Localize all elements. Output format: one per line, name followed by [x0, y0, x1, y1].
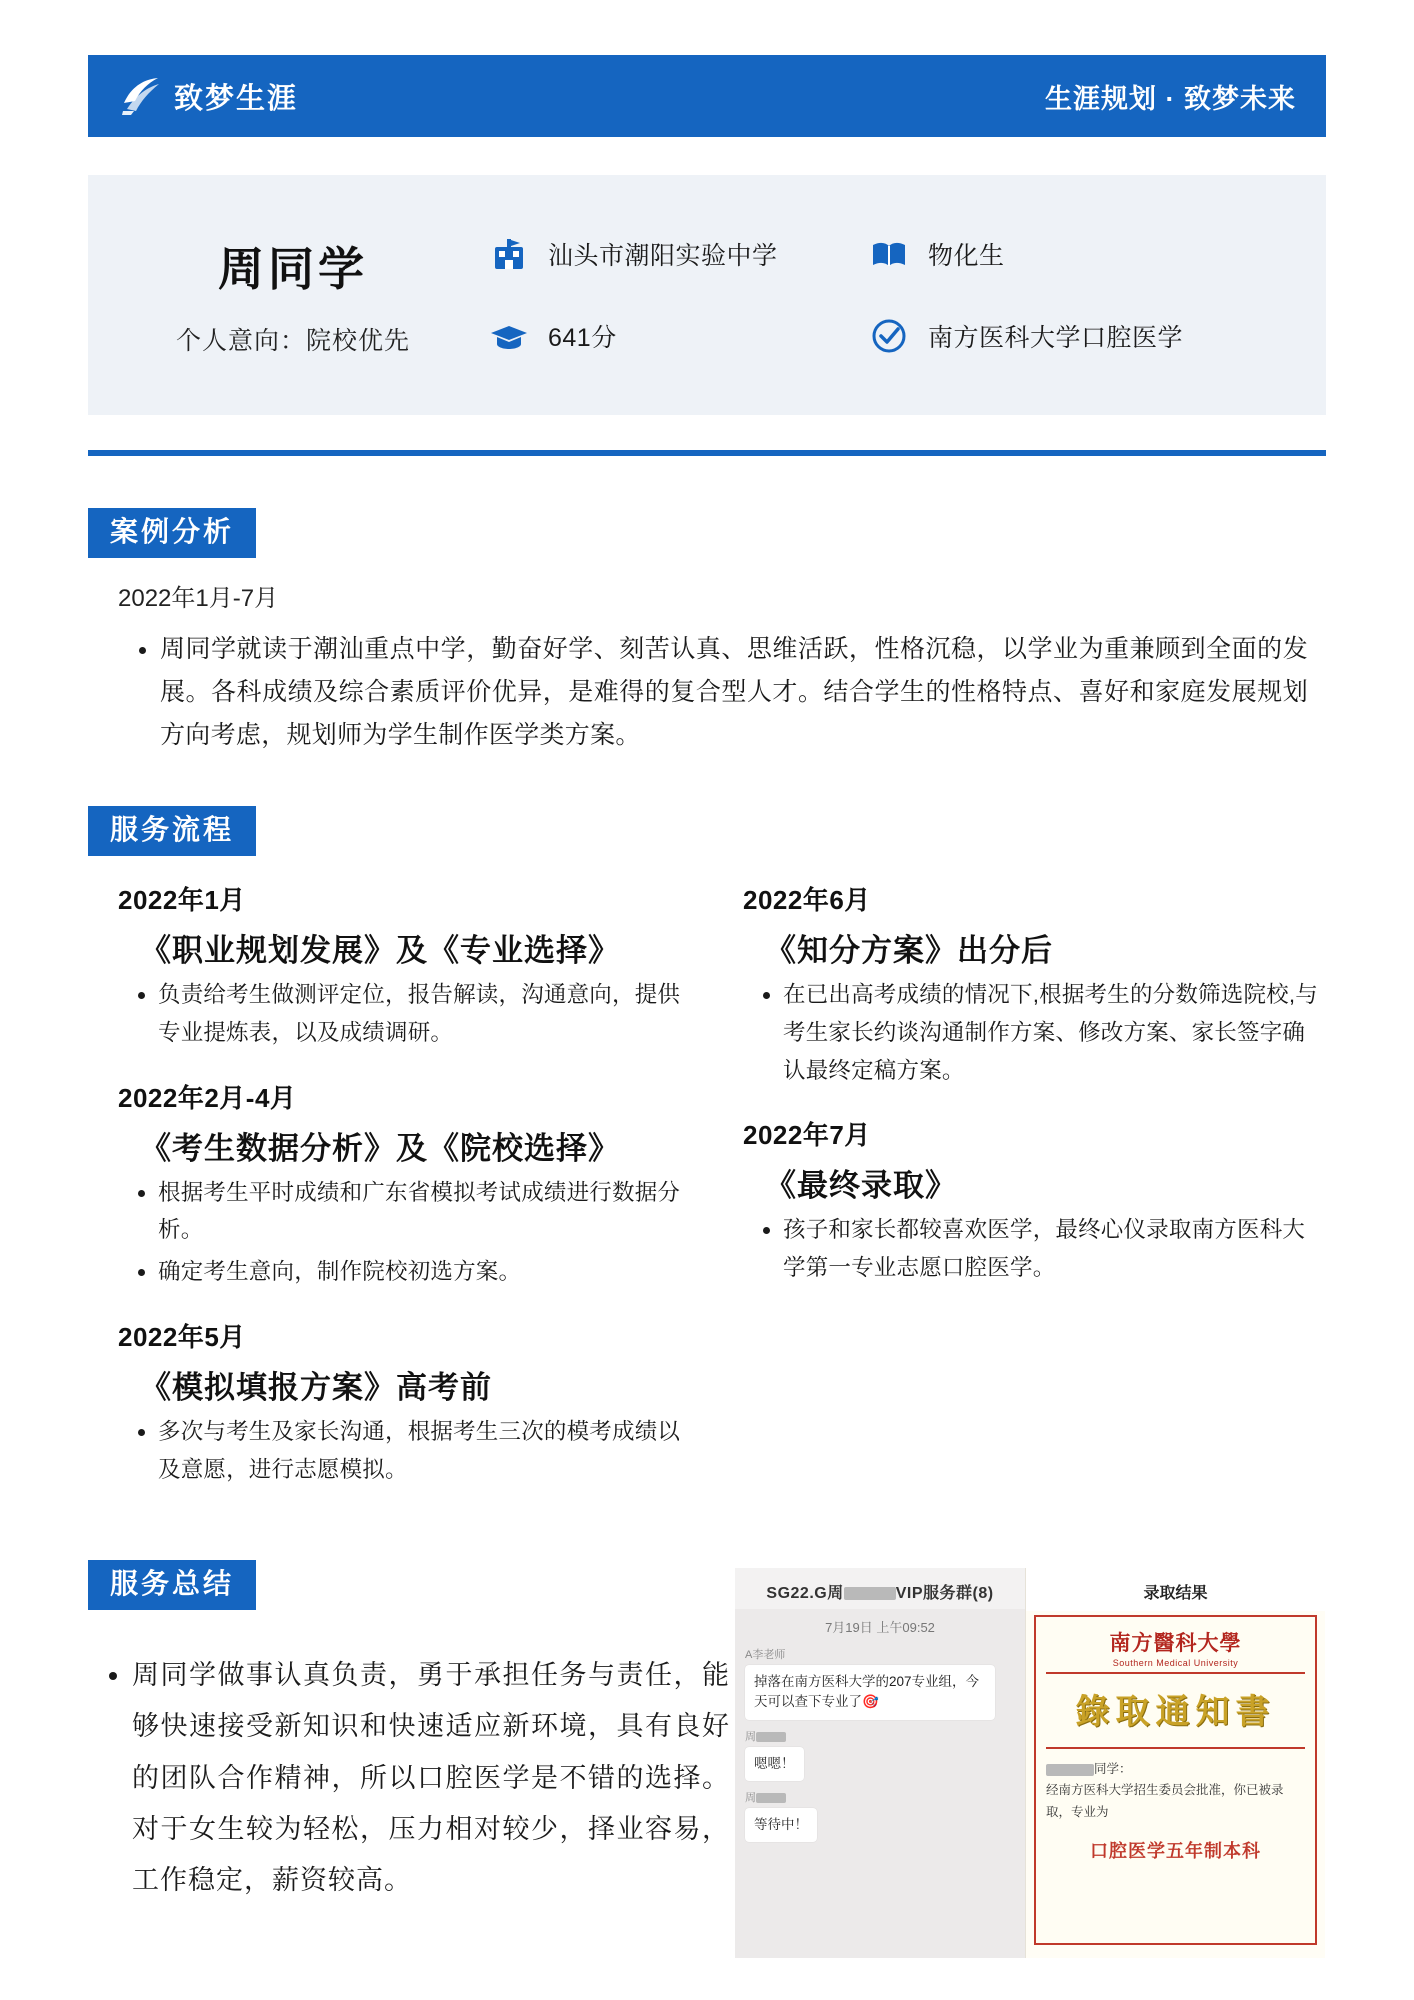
admission-notice-screenshot — [1025, 1568, 1325, 1958]
notice-card — [1034, 1615, 1317, 1945]
case-date: 2022年1月-7月 — [118, 585, 279, 612]
chat-bubble: 掉落在南方医科大学的207专业组，今天可以查下专业了🎯 — [745, 1665, 995, 1720]
section-title-summary: 服务总结 — [88, 1560, 256, 1610]
university-name-en: Southern Medical University — [1112, 1658, 1239, 1668]
graduation-cap-icon — [488, 315, 530, 357]
chat-sender-name: 周 — [745, 1791, 756, 1804]
student-score — [488, 315, 868, 357]
brand-name: 致梦生涯 — [174, 82, 299, 115]
student-identity — [88, 233, 488, 357]
step-bullets — [118, 1413, 693, 1489]
subjects-label: 物化生 — [928, 242, 1005, 270]
chat-bubble: 嗯嗯！ — [745, 1747, 804, 1781]
step-bullets — [743, 1211, 1318, 1287]
step-title: 《知分方案》出分后 — [765, 933, 1053, 969]
step-bullets — [118, 1174, 693, 1291]
logo-icon — [118, 73, 164, 119]
chat-title-prefix: SG22.G周 — [766, 1585, 844, 1602]
chat-screenshot — [735, 1568, 1025, 1958]
notice-body — [1046, 1759, 1305, 1823]
school-building-icon — [488, 233, 530, 275]
student-attributes — [488, 233, 1326, 357]
step-bullet: • 多次与考生及家长沟通，根据考生三次的模考成绩以及意愿，进行志愿模拟。 — [158, 1413, 693, 1489]
school-name: 汕头市潮阳实验中学 — [548, 242, 778, 270]
student-name: 周同学 — [218, 243, 368, 295]
step-month: 2022年1月 — [118, 885, 246, 915]
step-title: 《考生数据分析》及《院校选择》 — [140, 1130, 620, 1167]
process-columns — [118, 880, 1318, 1493]
step-title: 《职业规划发展》及《专业选择》 — [140, 933, 620, 969]
step-title: 《模拟填报方案》高考前 — [140, 1369, 492, 1406]
redaction-block — [756, 1793, 786, 1803]
step-title: 《最终录取》 — [765, 1168, 957, 1205]
student-school — [488, 233, 868, 275]
chat-sender: A李老师 — [745, 1649, 786, 1661]
score-value: 641分 — [548, 324, 617, 352]
step-month: 2022年7月 — [743, 1120, 871, 1151]
notice-major: 口腔医学五年制本科 — [1090, 1840, 1261, 1861]
notice-body-prefix: 同学： — [1094, 1762, 1132, 1776]
student-preference: 个人意向：院校优先 — [175, 327, 410, 355]
notice-body-text: 经南方医科大学招生委员会批准，你已被录取，专业为 — [1046, 1783, 1284, 1819]
step-bullet: • 确定考生意向，制作院校初选方案。 — [158, 1253, 693, 1291]
student-target — [868, 315, 1326, 357]
section-title-process: 服务流程 — [88, 806, 256, 856]
section-title-case: 案例分析 — [88, 508, 256, 558]
chat-sender — [745, 1728, 1015, 1744]
chat-sender-name: 周 — [745, 1730, 756, 1743]
step-bullet: • 孩子和家长都较喜欢医学，最终心仪录取南方医科大学第一专业志愿口腔医学。 — [783, 1211, 1318, 1287]
book-icon — [868, 233, 910, 275]
step-bullets — [743, 976, 1318, 1089]
redaction-block — [844, 1587, 896, 1600]
summary-body — [90, 1650, 730, 1906]
chat-sender — [745, 1789, 1015, 1805]
notice-title: 錄取通知書 — [1075, 1692, 1276, 1732]
chat-message — [735, 1646, 1025, 1728]
step-bullets — [118, 976, 693, 1052]
case-text: • 周同学就读于潮汕重点中学，勤奋好学、刻苦认真、思维活跃，性格沉稳，以学业为重兼顾到全面的发展。各科成绩及综合素质评价优异，是难得的复合型人才。结合学生的性格特点、喜好和家庭发展规划方向考虑，规划师为学生制作医学类方案。 — [160, 628, 1308, 757]
step-month: 2022年5月 — [118, 1321, 246, 1352]
notice-heading: 录取结果 — [1026, 1568, 1325, 1611]
redaction-block — [1046, 1764, 1094, 1776]
brand — [118, 73, 298, 119]
notice-rule — [1046, 1747, 1305, 1749]
process-column-right — [743, 880, 1318, 1493]
step-bullet: • 在已出高考成绩的情况下,根据考生的分数筛选院校,与考生家长约谈沟通制作方案、修改方案、家长签字确认最终定稿方案。 — [783, 976, 1318, 1089]
student-info-panel — [88, 175, 1326, 415]
chat-message — [735, 1728, 1025, 1789]
step-bullet: • 根据考生平时成绩和广东省模拟考试成绩进行数据分析。 — [158, 1174, 693, 1250]
university-name-cn: 南方醫科大學 — [1109, 1630, 1242, 1655]
evidence-screenshot — [735, 1568, 1325, 1958]
chat-timestamp: 7月19日 上午09:52 — [825, 1620, 935, 1635]
target-major: 南方医科大学口腔医学 — [928, 324, 1184, 352]
header-slogan: 生涯规划 · 致梦未来 — [1045, 83, 1296, 114]
step-month: 2022年2月-4月 — [118, 1082, 297, 1113]
section-divider — [88, 450, 1326, 456]
chat-title-suffix: VIP服务群(8) — [895, 1585, 994, 1602]
chat-bubble: 等待中！ — [745, 1808, 817, 1842]
redaction-block — [756, 1732, 786, 1742]
case-body — [118, 628, 1308, 757]
step-bullet: • 负责给考生做测评定位，报告解读，沟通意向，提供专业提炼表，以及成绩调研。 — [158, 976, 693, 1052]
summary-text: • 周同学做事认真负责，勇于承担任务与责任，能够快速接受新知识和快速适应新环境，具有良好的团队合作精神，所以口腔医学是不错的选择。对于女生较为轻松，压力相对较少，择业容易，工作稳定，薪资较高。 — [132, 1650, 730, 1906]
notice-rule — [1046, 1672, 1305, 1674]
step-month: 2022年6月 — [743, 885, 871, 915]
process-column-left — [118, 880, 693, 1493]
page-header — [88, 55, 1326, 137]
chat-group-title — [735, 1568, 1025, 1609]
student-subjects — [868, 233, 1326, 275]
chat-message — [735, 1789, 1025, 1850]
check-circle-icon — [868, 315, 910, 357]
